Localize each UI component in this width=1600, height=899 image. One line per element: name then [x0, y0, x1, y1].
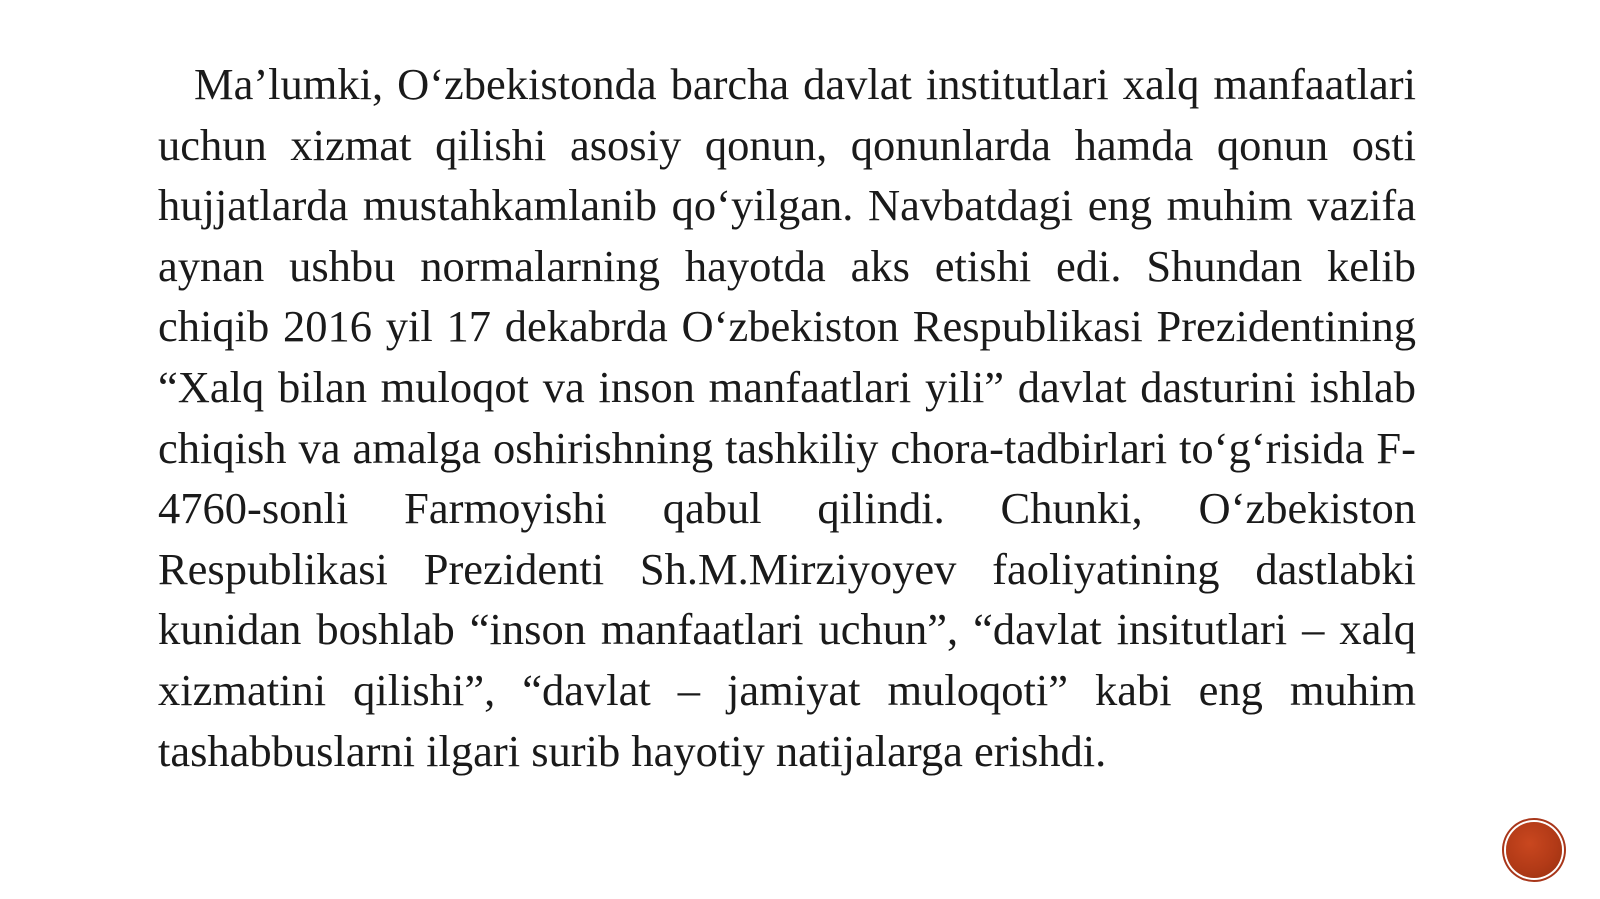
slide-body-paragraph: Ma’lumki, O‘zbekistonda barcha davlat institutlari xalq manfaatlari uchun xizmat qilishi asosiy qonun, qonunlarda hamda qonun osti hujjatlarda mustahkamlanib qo‘yilgan. Navbatdagi eng muhim vazifa aynan ushbu normalarning hayotda aks etishi edi. Shundan kelib chiqib 2016 yil 17 dekabrda O‘zbekiston Respublikasi Prezidentining “Xalq bilan muloqot va inson manfaatlari yili” davlat dasturini ishlab chiqish va amalga oshirishning tashkiliy chora-tadbirlari to‘g‘risida F-4760-sonli Farmoyishi qabul qilindi. Chunki, O‘zbekiston Respublikasi Prezidenti Sh.M.Mirziyoyev faoliyatining dastlabki kunidan boshlab “inson manfaatlari uchun”, “davlat insitutlari – xalq xizmatini qilishi”, “davlat – jamiyat muloqoti” kabi eng muhim tashabbuslarni ilgari surib hayotiy natijalarga erishdi. [158, 59, 1416, 776]
slide-number-badge [1506, 822, 1562, 878]
